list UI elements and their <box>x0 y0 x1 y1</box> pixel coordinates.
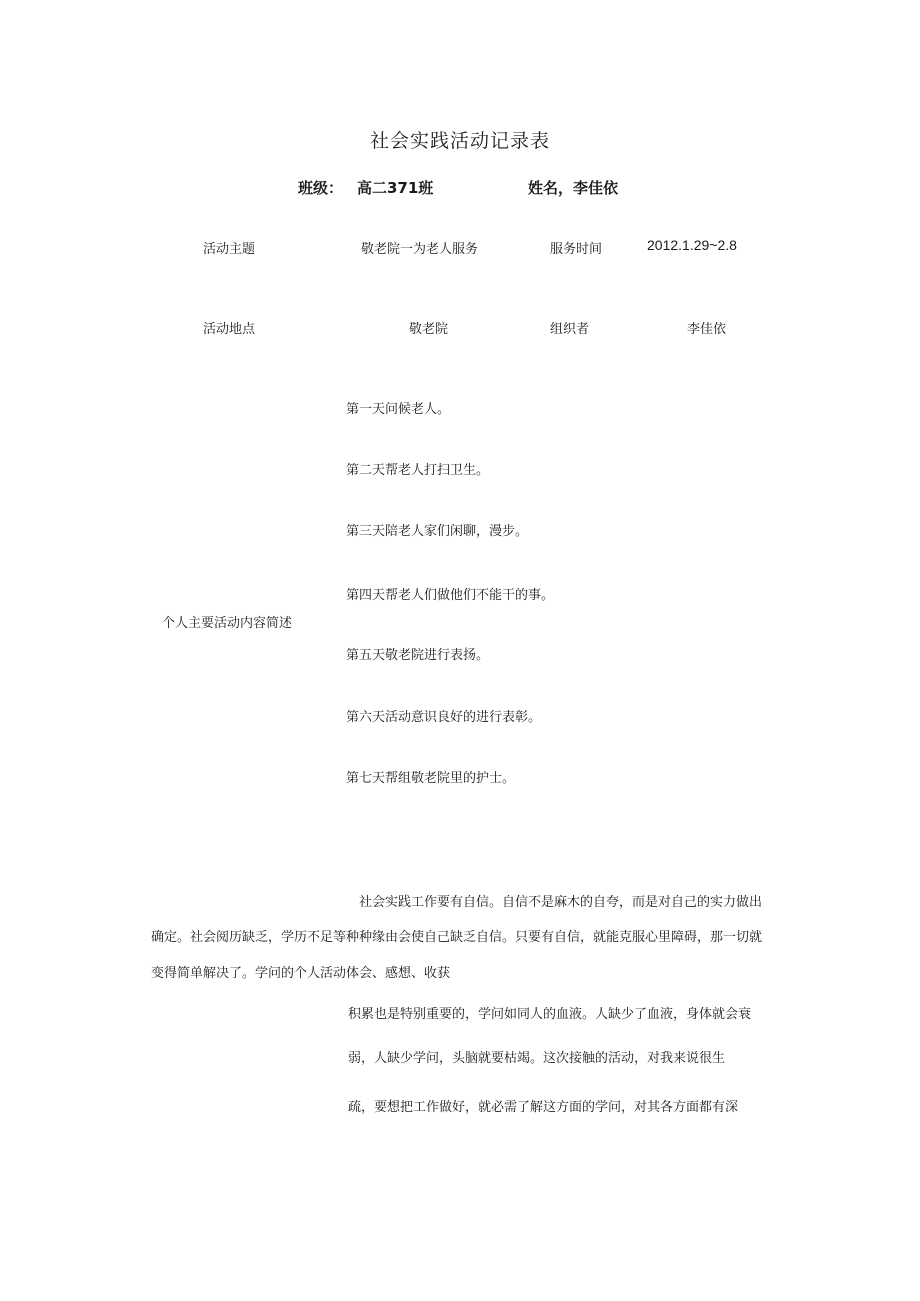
topic-label: 活动主题 <box>203 242 256 257</box>
place-label: 活动地点 <box>203 322 256 337</box>
list-item: 第七天帮组敬老院里的护士。 <box>346 771 516 786</box>
organizer-label: 组织者 <box>550 322 590 337</box>
organizer-value: 李佳依 <box>687 322 727 337</box>
list-item: 第六天活动意识良好的进行表彰。 <box>346 710 542 725</box>
reflection-line: 确定。社会阅历缺乏，学历不足等种种缘由会使自己缺乏自信。只要有自信，就能克服心里障碍，那一切就 <box>151 930 763 945</box>
list-item: 第五天敬老院进行表扬。 <box>346 648 490 663</box>
topic-value: 敬老院一为老人服务 <box>361 242 479 257</box>
reflection-line: 弱，人缺少学问，头脑就要枯竭。这次接触的活动，对我来说很生 <box>348 1051 726 1066</box>
list-item: 第三天陪老人家们闲聊，漫步。 <box>346 524 529 539</box>
page-title: 社会实践活动记录表 <box>369 130 550 152</box>
reflection-line: 积累也是特别重要的，学问如同人的血液。人缺少了血液，身体就会衰 <box>348 1007 752 1022</box>
activities-label: 个人主要活动内容简述 <box>162 616 293 631</box>
list-item: 第四天帮老人们做他们不能干的事。 <box>346 588 555 603</box>
time-label: 服务时间 <box>550 242 603 257</box>
list-item: 第二天帮老人打扫卫生。 <box>346 463 490 478</box>
reflection-line: 疏，要想把工作做好，就必需了解这方面的学问，对其各方面都有深 <box>348 1100 739 1115</box>
name-label: 姓名，李佳依 <box>528 179 619 197</box>
list-item: 第一天问候老人。 <box>346 402 451 417</box>
class-value: 高二371班 <box>357 179 434 197</box>
reflection-line: 变得简单解决了。学问的个人活动体会、感想、收获 <box>151 966 451 981</box>
place-value: 敬老院 <box>409 322 449 337</box>
time-value: 2012.1.29~2.8 <box>647 237 737 253</box>
class-label: 班级： <box>298 179 344 197</box>
reflection-line: 社会实践工作要有自信。自信不是麻木的自夸，而是对自己的实力做出 <box>359 895 763 910</box>
